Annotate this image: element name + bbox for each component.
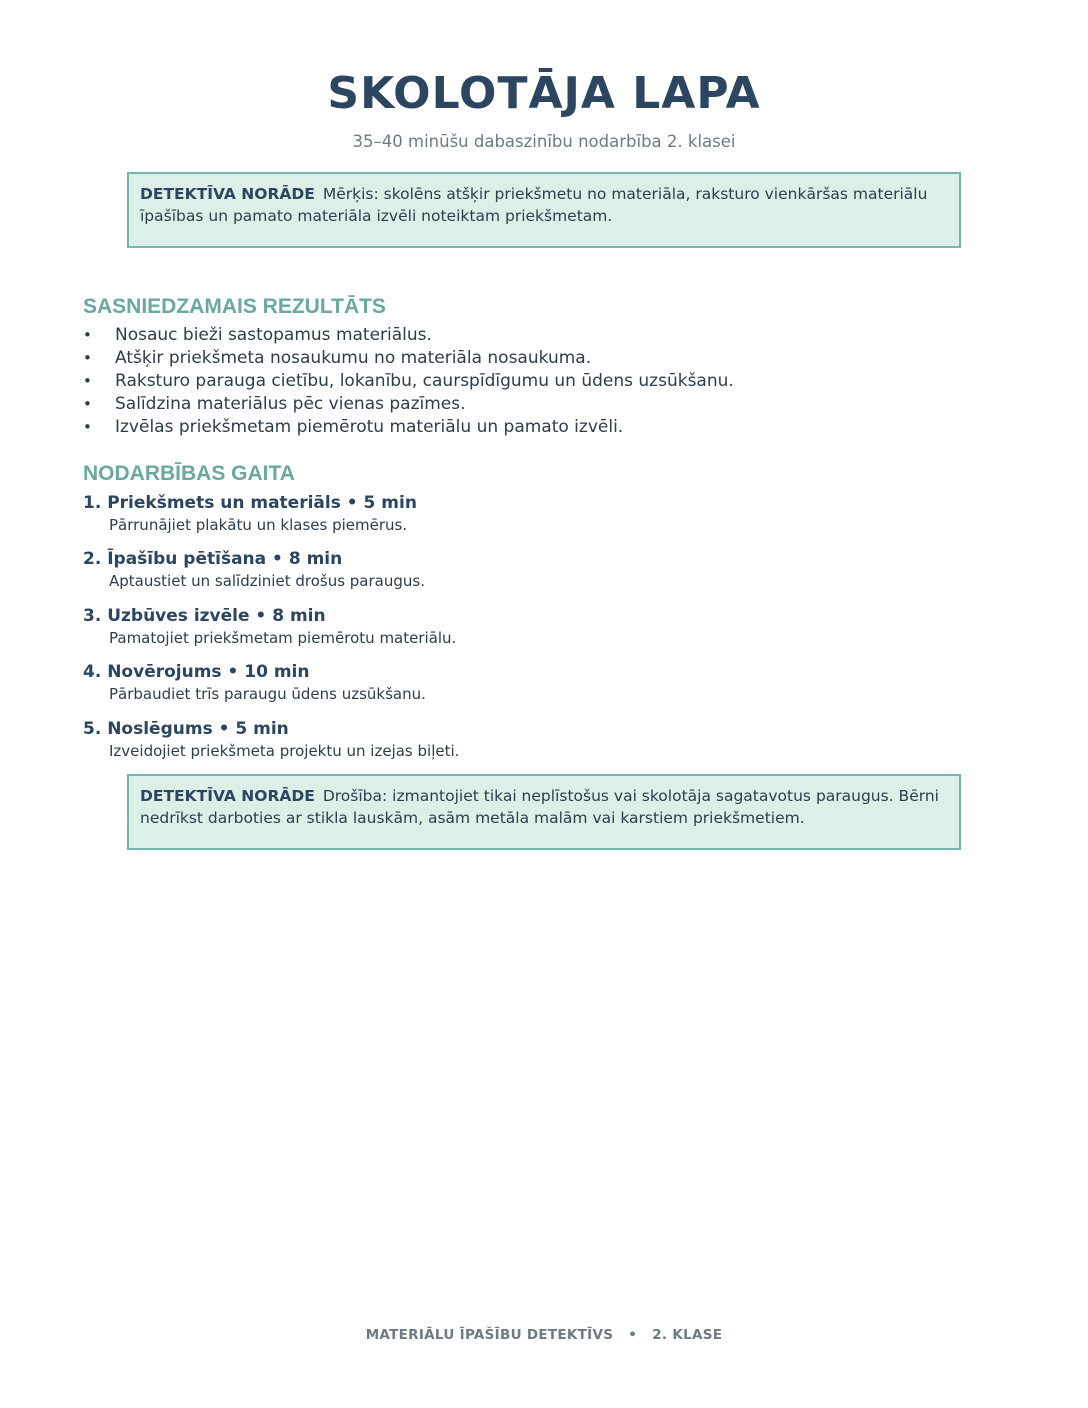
step-title: 4. Novērojums • 10 min xyxy=(83,662,310,683)
detective-note-safety xyxy=(127,774,961,850)
note-label: DETEKTĪVA NORĀDE xyxy=(140,185,315,203)
list-item: • Atšķir priekšmeta nosaukumu no materiāla nosaukuma. xyxy=(83,348,592,368)
bullet-icon: • xyxy=(83,418,92,436)
note-text: Mērķis: skolēns atšķir priekšmetu no materiāla, raksturo vienkāršas materiālu īpašības un pamato materiāla izvēli noteiktam priekšmetam. xyxy=(140,185,928,225)
step-item xyxy=(83,661,963,717)
step-description: Pamatojiet priekšmetam piemērotu materiālu. xyxy=(109,628,457,647)
page-footer: MATERIĀLU ĪPAŠĪBU DETEKTĪVS • 2. KLASE xyxy=(365,1327,723,1343)
step-item xyxy=(83,718,963,774)
step-item xyxy=(83,605,963,661)
list-item: • Nosauc bieži sastopamus materiālus. xyxy=(83,325,432,345)
bullet-icon: • xyxy=(83,349,92,367)
step-description: Pārrunājiet plakātu un klases piemērus. xyxy=(109,516,408,534)
step-title: 3. Uzbūves izvēle • 8 min xyxy=(83,605,326,626)
step-item xyxy=(83,548,963,604)
list-item: • Raksturo parauga cietību, lokanību, caurspīdīgumu un ūdens uzsūkšanu. xyxy=(83,371,734,391)
step-title: 2. Īpašību pētīšana • 8 min xyxy=(83,549,343,570)
results-list xyxy=(83,324,734,439)
bullet-icon: • xyxy=(83,372,92,390)
step-description: Aptaustiet un salīdziniet drošus paraugus. xyxy=(109,572,425,591)
page-subtitle: 35–40 minūšu dabaszinību nodarbība 2. klasei xyxy=(352,132,736,151)
step-description: Pārbaudiet trīs paraugu ūdens uzsūkšanu. xyxy=(109,685,426,704)
note-text: Drošība: izmantojiet tikai neplīstošus vai skolotāja sagatavotus paraugus. Bērni nedrīkst darboties ar stikla lauskām, asām metāla malām vai karstiem priekšmetiem. xyxy=(140,787,939,827)
step-item xyxy=(83,492,963,548)
steps-list xyxy=(83,492,963,774)
detective-note-goal xyxy=(127,172,961,248)
step-title: 5. Noslēgums • 5 min xyxy=(83,718,289,739)
step-description: Izveidojiet priekšmeta projektu un izejas biļeti. xyxy=(109,741,460,760)
results-heading: SASNIEDZAMAIS REZULTĀTS xyxy=(83,295,386,318)
page-title: SKOLOTĀJA LAPA xyxy=(327,68,761,119)
note-label: DETEKTĪVA NORĀDE xyxy=(140,787,315,805)
bullet-icon: • xyxy=(83,326,92,344)
step-title: 1. Priekšmets un materiāls • 5 min xyxy=(83,493,417,513)
steps-heading: NODARBĪBAS GAITA xyxy=(83,462,295,485)
list-item: • Izvēlas priekšmetam piemērotu materiālu un pamato izvēli. xyxy=(83,417,624,437)
bullet-icon: • xyxy=(83,395,92,413)
list-item: • Salīdzina materiālus pēc vienas pazīmes. xyxy=(83,394,466,414)
